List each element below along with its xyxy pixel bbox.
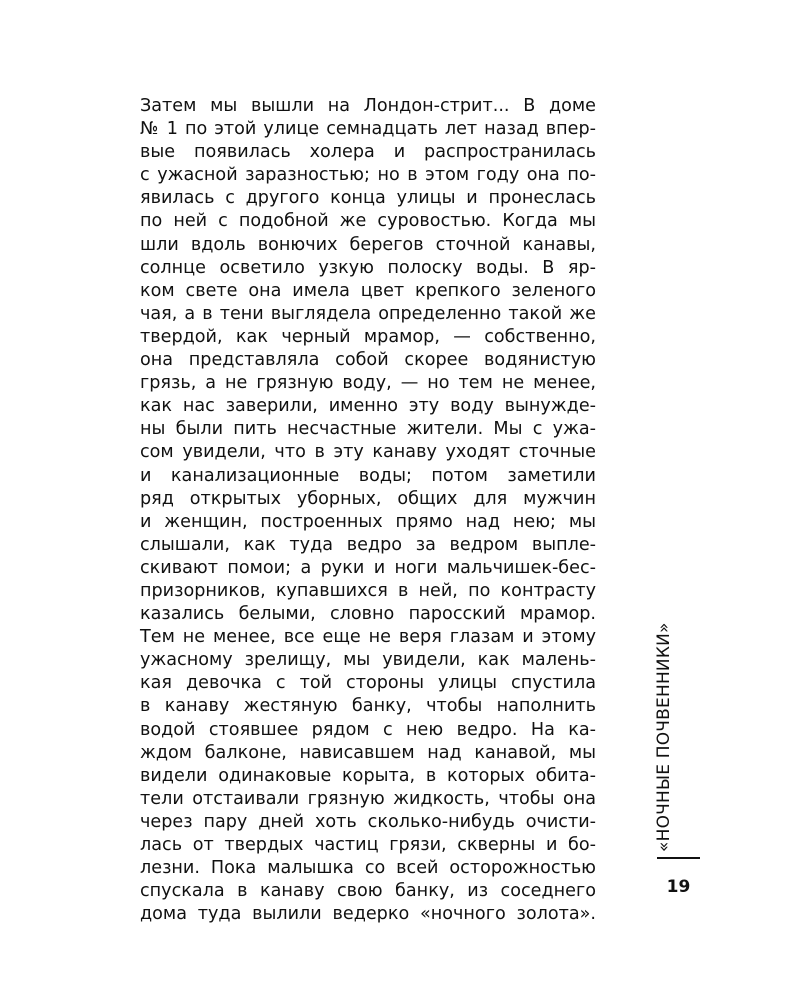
text-line: с ужасной заразностью; но в этом году она по- — [140, 165, 596, 186]
text-line: грязь, а не грязную воду, — но тем не менее, — [140, 373, 596, 394]
text-line: ны были пить несчастные жители. Мы с ужа- — [140, 419, 596, 440]
text-line: лезни. Пока малышка со всей осторожностью — [140, 858, 596, 879]
text-line: тели отстаивали грязную жидкость, чтобы она — [140, 788, 596, 809]
text-line: скивают помои; а руки и ноги мальчишек-бес- — [140, 557, 596, 578]
page-number: 19 — [666, 877, 691, 897]
text-line: и женщин, построенных прямо над нею; мы — [140, 511, 596, 532]
text-line: солнце осветило узкую полоску воды. В яр- — [140, 257, 596, 278]
text-line: дома туда вылили ведерко «ночного золота». — [140, 904, 596, 925]
text-line: ждом балконе, нависавшем над канавой, мы — [140, 742, 596, 763]
text-line: шли вдоль вонючих берегов сточной канавы, — [140, 234, 596, 255]
text-line: она представляла собой скорее водянистую — [140, 350, 596, 371]
running-head: «НОЧНЫЕ ПОЧВЕННИКИ» — [654, 622, 674, 852]
text-line: чая, а в тени выглядела определенно такой же — [140, 303, 596, 324]
text-line: лась от твердых частиц грязи, скверны и бо- — [140, 835, 596, 855]
body-text — [140, 95, 596, 926]
text-line: Затем мы вышли на Лондон-стрит... В доме — [140, 96, 596, 116]
text-line: и канализационные воды; потом заметили — [140, 465, 596, 486]
text-line: через пару дней хоть сколько-нибудь очисти- — [140, 811, 596, 832]
text-line: слышали, как туда ведро за ведром выпле- — [140, 534, 596, 555]
text-line: в канаву жестяную банку, чтобы наполнить — [140, 696, 596, 717]
text-line: по ней с подобной же суровостью. Когда мы — [140, 211, 596, 232]
text-line: явилась с другого конца улицы и пронеслась — [140, 188, 596, 209]
text-line: ужасному зрелищу, мы увидели, как малень- — [140, 650, 596, 671]
text-line: кая девочка с той стороны улицы спустила — [140, 673, 596, 694]
text-line: как нас заверили, именно эту воду вынужде- — [140, 396, 596, 417]
text-line: № 1 по этой улице семнадцать лет назад впер- — [140, 119, 596, 140]
text-line: сом увидели, что в эту канаву уходят сточные — [140, 442, 596, 463]
text-line: призорников, купавшихся в ней, по контрасту — [140, 580, 596, 601]
text-line: твердой, как черный мрамор, — собственно, — [140, 326, 596, 347]
text-line: водой стоявшее рядом с нею ведро. На ка- — [140, 719, 596, 740]
text-line: Тем не менее, все еще не веря глазам и этому — [140, 627, 596, 648]
text-line: видели одинаковые корыта, в которых обита- — [140, 765, 596, 786]
text-line: спускала в канаву свою банку, из соседнего — [140, 881, 596, 902]
text-line: вые появилась холера и распространилась — [140, 142, 596, 163]
text-line: казались белыми, словно паросский мрамор. — [140, 604, 596, 625]
text-line: ком свете она имела цвет крепкого зеленого — [140, 280, 596, 301]
running-head-rule — [657, 857, 700, 859]
text-line: ряд открытых уборных, общих для мужчин — [140, 488, 596, 509]
